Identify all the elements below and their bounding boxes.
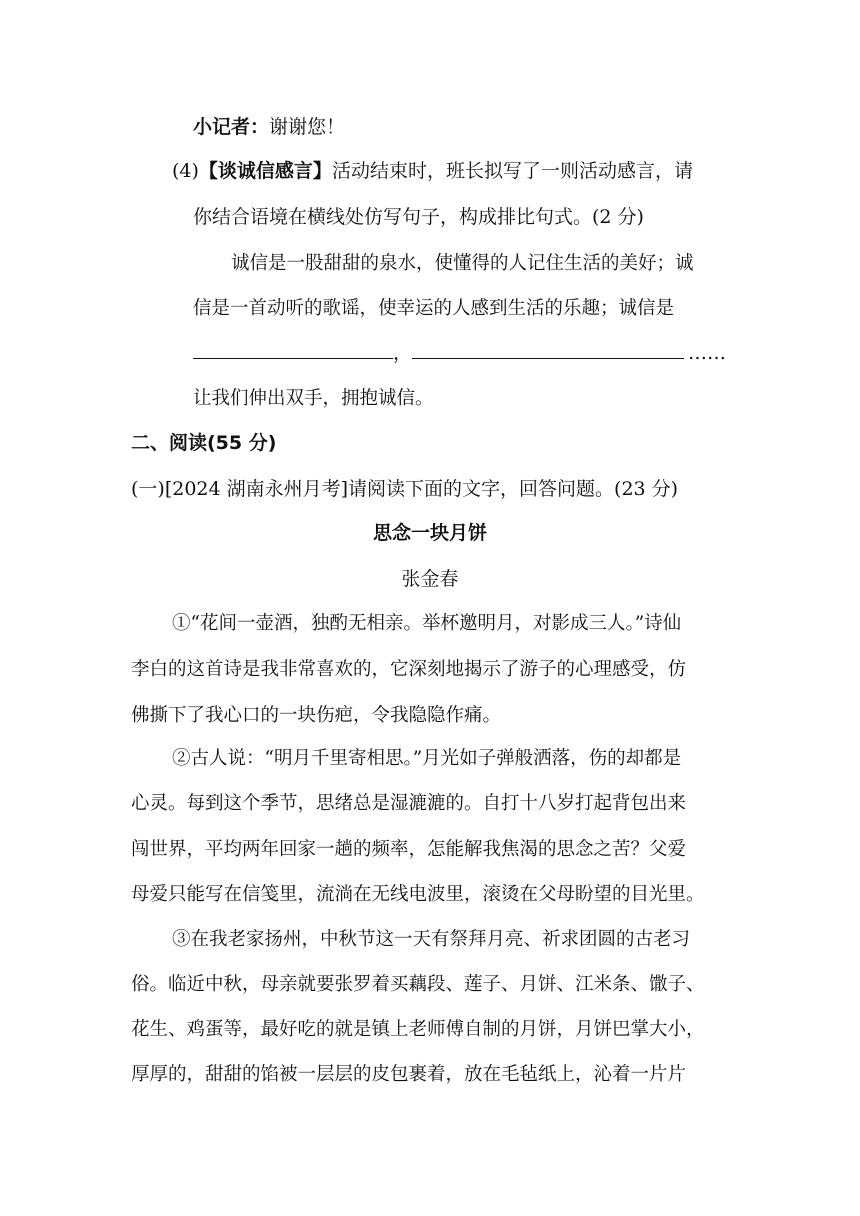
article-line: 心灵。每到这个季节，思绪总是湿漉漉的。自打十八岁打起背包出来 bbox=[131, 793, 687, 814]
reporter-label: 小记者： bbox=[193, 116, 270, 138]
article-author: 张金春 bbox=[401, 568, 459, 590]
article-line: 俗。临近中秋，母亲就要张罗着买藕段、莲子、月饼、江米条、馓子、 bbox=[131, 974, 705, 995]
question-4-line-2: 你结合语境在横线处仿写句子，构成排比句式。(2 分) bbox=[193, 206, 644, 228]
question-4-line-1 bbox=[172, 158, 693, 184]
article-line: ①“花间一壶酒，独酌无相亲。举杯邀明月，对影成三人。”诗仙 bbox=[172, 613, 682, 634]
article-line: ③在我老家扬州，中秋节这一天有祭拜月亮、祈求团圆的古老习 bbox=[172, 929, 691, 950]
question-number: (4) bbox=[172, 160, 199, 182]
article-line: 母爱只能写在信笺里，流淌在无线电波里，滚烫在父母盼望的目光里。 bbox=[131, 884, 705, 905]
fill-ellipsis: …… bbox=[688, 342, 727, 364]
fill-blank-2[interactable] bbox=[412, 340, 684, 359]
fill-blank-1[interactable] bbox=[193, 340, 393, 359]
article-line: 厚厚的，甜甜的馅被一层层的皮包裹着，放在毛毡纸上，沁着一片片 bbox=[131, 1064, 687, 1085]
article-line: ②古人说：“明月千里寄相思。”月光如子弹般洒落，伤的却都是 bbox=[172, 748, 682, 769]
section-subheading: (一)[2024 湖南永州月考]请阅读下面的文字，回答问题。(23 分) bbox=[131, 478, 679, 500]
passage-fill-line bbox=[193, 340, 726, 366]
article-line: 佛撕下了我心口的一块伤疤，令我隐隐作痛。 bbox=[131, 705, 502, 726]
article-line: 花生、鸡蛋等，最好吃的就是镇上老师傅自制的月饼，月饼巴掌大小， bbox=[131, 1019, 705, 1040]
reporter-text: 谢谢您！ bbox=[269, 116, 346, 138]
passage-line-1: 诚信是一股甜甜的泉水，使懂得的人记住生活的美好；诚 bbox=[231, 253, 694, 274]
passage-line-2: 信是一首动听的歌谣，使幸运的人感到生活的乐趣；诚信是 bbox=[193, 298, 675, 319]
article-line: 闯世界，平均两年回家一趟的频率，怎能解我焦渴的思念之苦？父爱 bbox=[131, 839, 687, 860]
article-title: 思念一块月饼 bbox=[372, 522, 487, 544]
fill-comma: ， bbox=[393, 342, 413, 364]
question-text-1: 活动结束时，班长拟写了一则活动感言，请 bbox=[331, 160, 693, 182]
section-heading: 二、阅读(55 分) bbox=[131, 432, 277, 454]
article-line: 李白的这首诗是我非常喜欢的，它深刻地揭示了游子的心理感受，仿 bbox=[131, 659, 687, 680]
interview-reporter-line bbox=[193, 114, 345, 140]
question-tag: 【谈诚信感言】 bbox=[198, 160, 332, 182]
passage-line-4: 让我们伸出双手，拥抱诚信。 bbox=[193, 388, 434, 409]
